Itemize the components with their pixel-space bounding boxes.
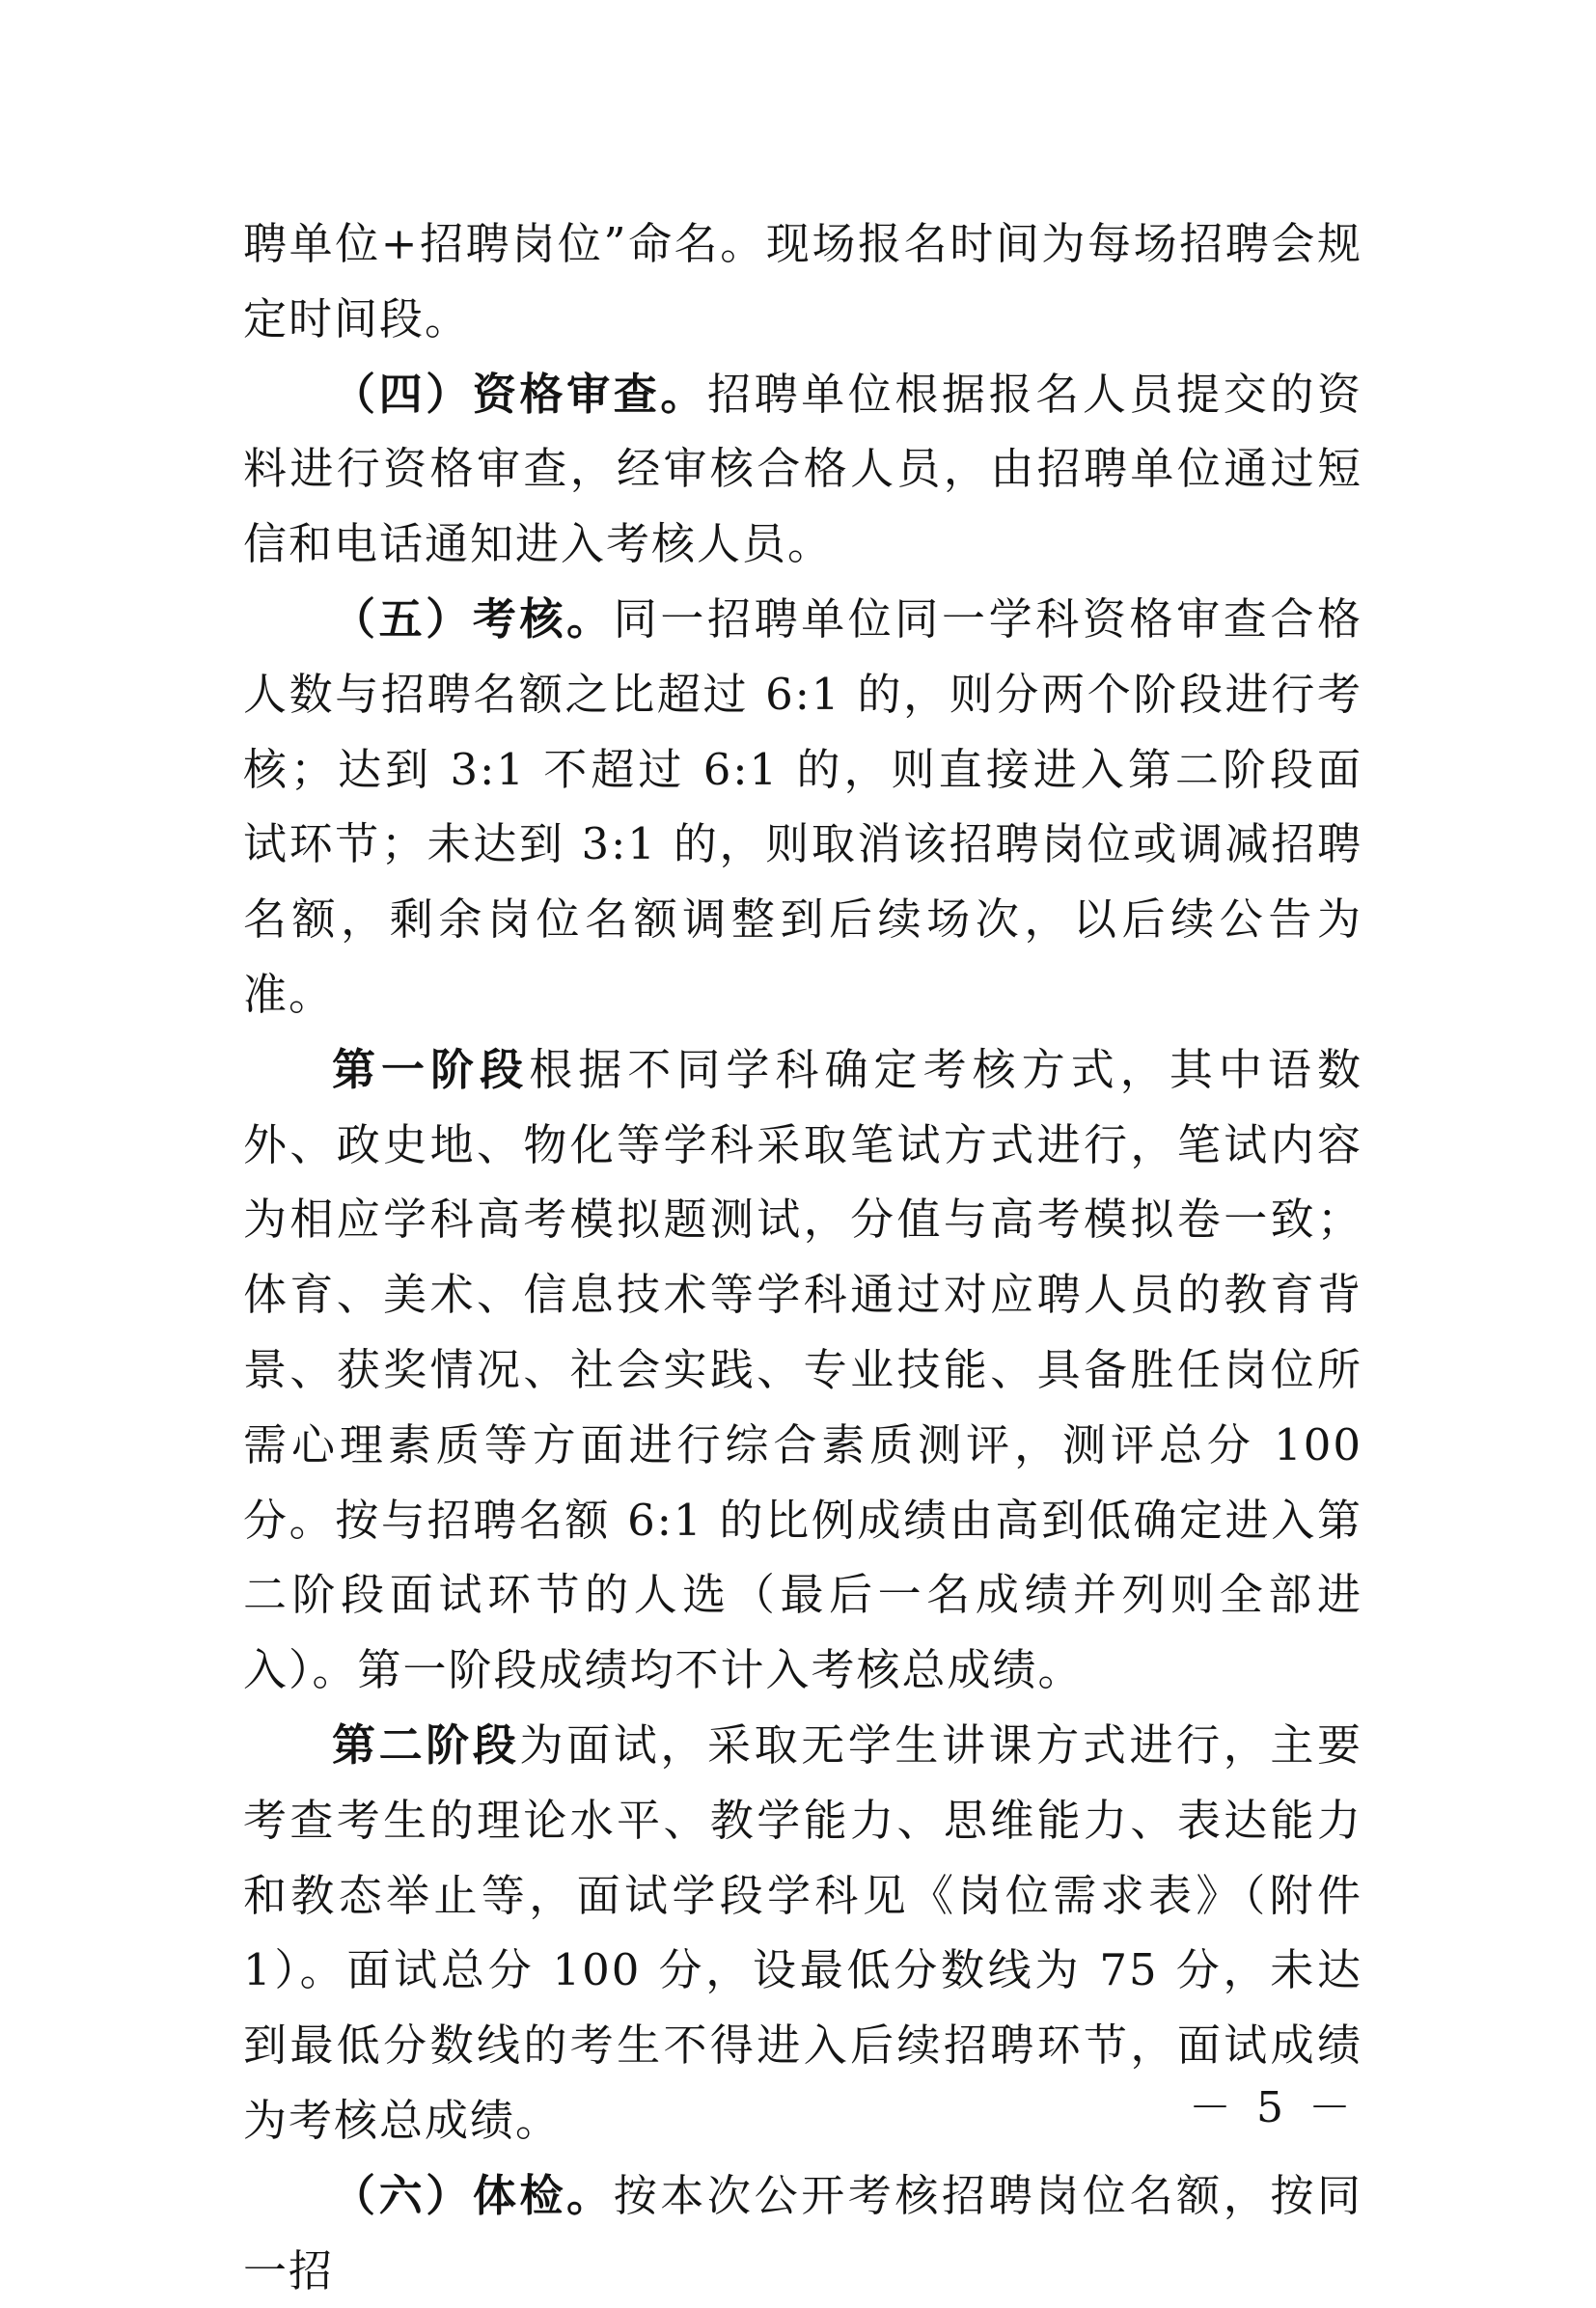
paragraph-physical-exam <box>243 2158 1362 2308</box>
paragraph-text: 根据不同学科确定考核方式，其中语数外、政史地、物化等学科采取笔试方式进行，笔试内容为相应学科高考模拟题测试，分值与高考模拟卷一致；体育、美术、信息技术等学科通过对应聘人员的教育背景、获奖情况、社会实践、专业技能、具备胜任岗位所需心理素质等方面进行综合素质测评，测评总分 100 分。按与招聘名额 6:1 的比例成绩由高到低确定进入第二阶段面试环节的人选（最后一名成绩并列则全部进入）。第一阶段成绩均不计入考核总成绩。 <box>243 1043 1362 1696</box>
paragraph-text: 为面试，采取无学生讲课方式进行，主要考查考生的理论水平、教学能力、思维能力、表达能力和教态举止等，面试学段学科见《岗位需求表》（附件 1）。面试总分 100 分，设最低分数线为 75 分，未达到最低分数线的考生不得进入后续招聘环节，面试成绩为考核总成绩。 <box>243 1718 1362 2146</box>
paragraph-text: 招聘单位根据报名人员提交的资料进行资格审查，经审核合格人员，由招聘单位通过短信和电话通知进入考核人员。 <box>243 368 1362 570</box>
paragraph-stage-one <box>243 1032 1362 1708</box>
section-heading: 第一阶段 <box>332 1043 530 1095</box>
section-heading: （五）考核。 <box>332 592 614 645</box>
paragraph-continuation <box>243 206 1362 357</box>
paragraph-qualification-review <box>243 357 1362 582</box>
document-body <box>243 206 1362 2308</box>
section-heading: （四）资格审查。 <box>332 368 707 420</box>
paragraph-assessment <box>243 582 1362 1032</box>
paragraph-text: 聘单位+招聘岗位”命名。现场报名时间为每场招聘会规定时间段。 <box>243 218 1362 344</box>
paragraph-text: 同一招聘单位同一学科资格审查合格人数与招聘名额之比超过 6:1 的，则分两个阶段进行考核；达到 3:1 不超过 6:1 的，则直接进入第二阶段面试环节；未达到 3:1 的，则取消该招聘岗位或调减招聘名额，剩余岗位名额调整到后续场次，以后续公告为准。 <box>243 592 1362 1020</box>
section-heading: 第二阶段 <box>332 1718 520 1771</box>
paragraph-text: 按本次公开考核招聘岗位名额，按同一招 <box>243 2169 1362 2296</box>
section-heading: （六）体检。 <box>332 2169 614 2221</box>
page-number: － 5 － <box>1189 2083 1357 2132</box>
